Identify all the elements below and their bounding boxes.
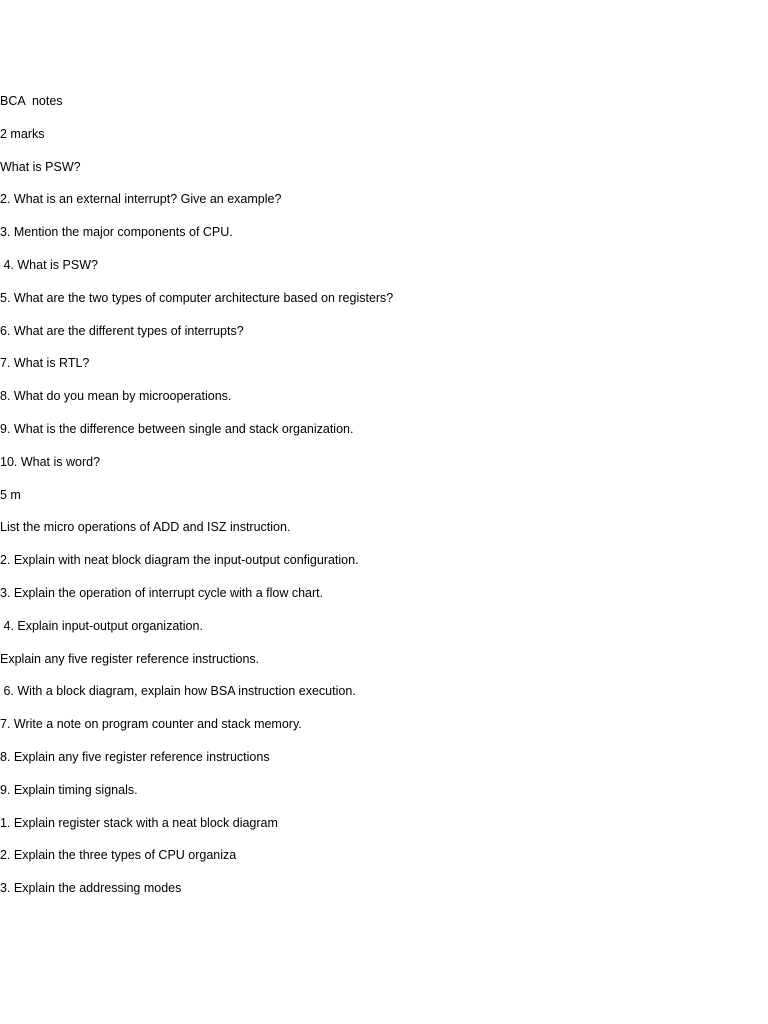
question-line: 2. What is an external interrupt? Give an example? xyxy=(0,192,282,207)
doc-title: BCA notes xyxy=(0,94,63,108)
question-line: 5. What are the two types of computer architecture based on registers? xyxy=(0,290,394,305)
question-line: 8. Explain any five register reference instructions xyxy=(0,749,270,764)
question-line: 8. What do you mean by microoperations. xyxy=(0,389,232,404)
question-line: 3. Explain the operation of interrupt cycle with a flow chart. xyxy=(0,585,324,600)
question-line: 4. Explain input-output organization. xyxy=(0,618,203,633)
question-line: 1. Explain register stack with a neat block diagram xyxy=(0,815,278,830)
document-body xyxy=(0,92,768,912)
question-line: 7. What is RTL? xyxy=(0,356,90,371)
question-line: 10. What is word? xyxy=(0,454,101,469)
question-line: 7. Write a note on program counter and stack memory. xyxy=(0,717,302,732)
question-line: Explain any five register reference instructions. xyxy=(0,651,260,666)
question-line: 6. With a block diagram, explain how BSA instruction execution. xyxy=(0,684,356,699)
question-line: 2. Explain the three types of CPU organiza xyxy=(0,848,237,863)
section-heading-5-m: 5 m xyxy=(0,487,21,502)
question-line: List the micro operations of ADD and ISZ instruction. xyxy=(0,520,291,535)
question-line: 3. Mention the major components of CPU. xyxy=(0,225,233,240)
question-line: 9. Explain timing signals. xyxy=(0,782,138,797)
question-line: 3. Explain the addressing modes xyxy=(0,881,182,896)
question-line: 2. Explain with neat block diagram the input-output configuration. xyxy=(0,553,359,568)
section-heading-2-marks: 2 marks xyxy=(0,126,45,141)
question-line: 6. What are the different types of interrupts? xyxy=(0,323,244,338)
question-line: 9. What is the difference between single and stack organization. xyxy=(0,421,354,436)
question-line: 4. What is PSW? xyxy=(0,257,98,272)
question-line: What is PSW? xyxy=(0,159,81,174)
